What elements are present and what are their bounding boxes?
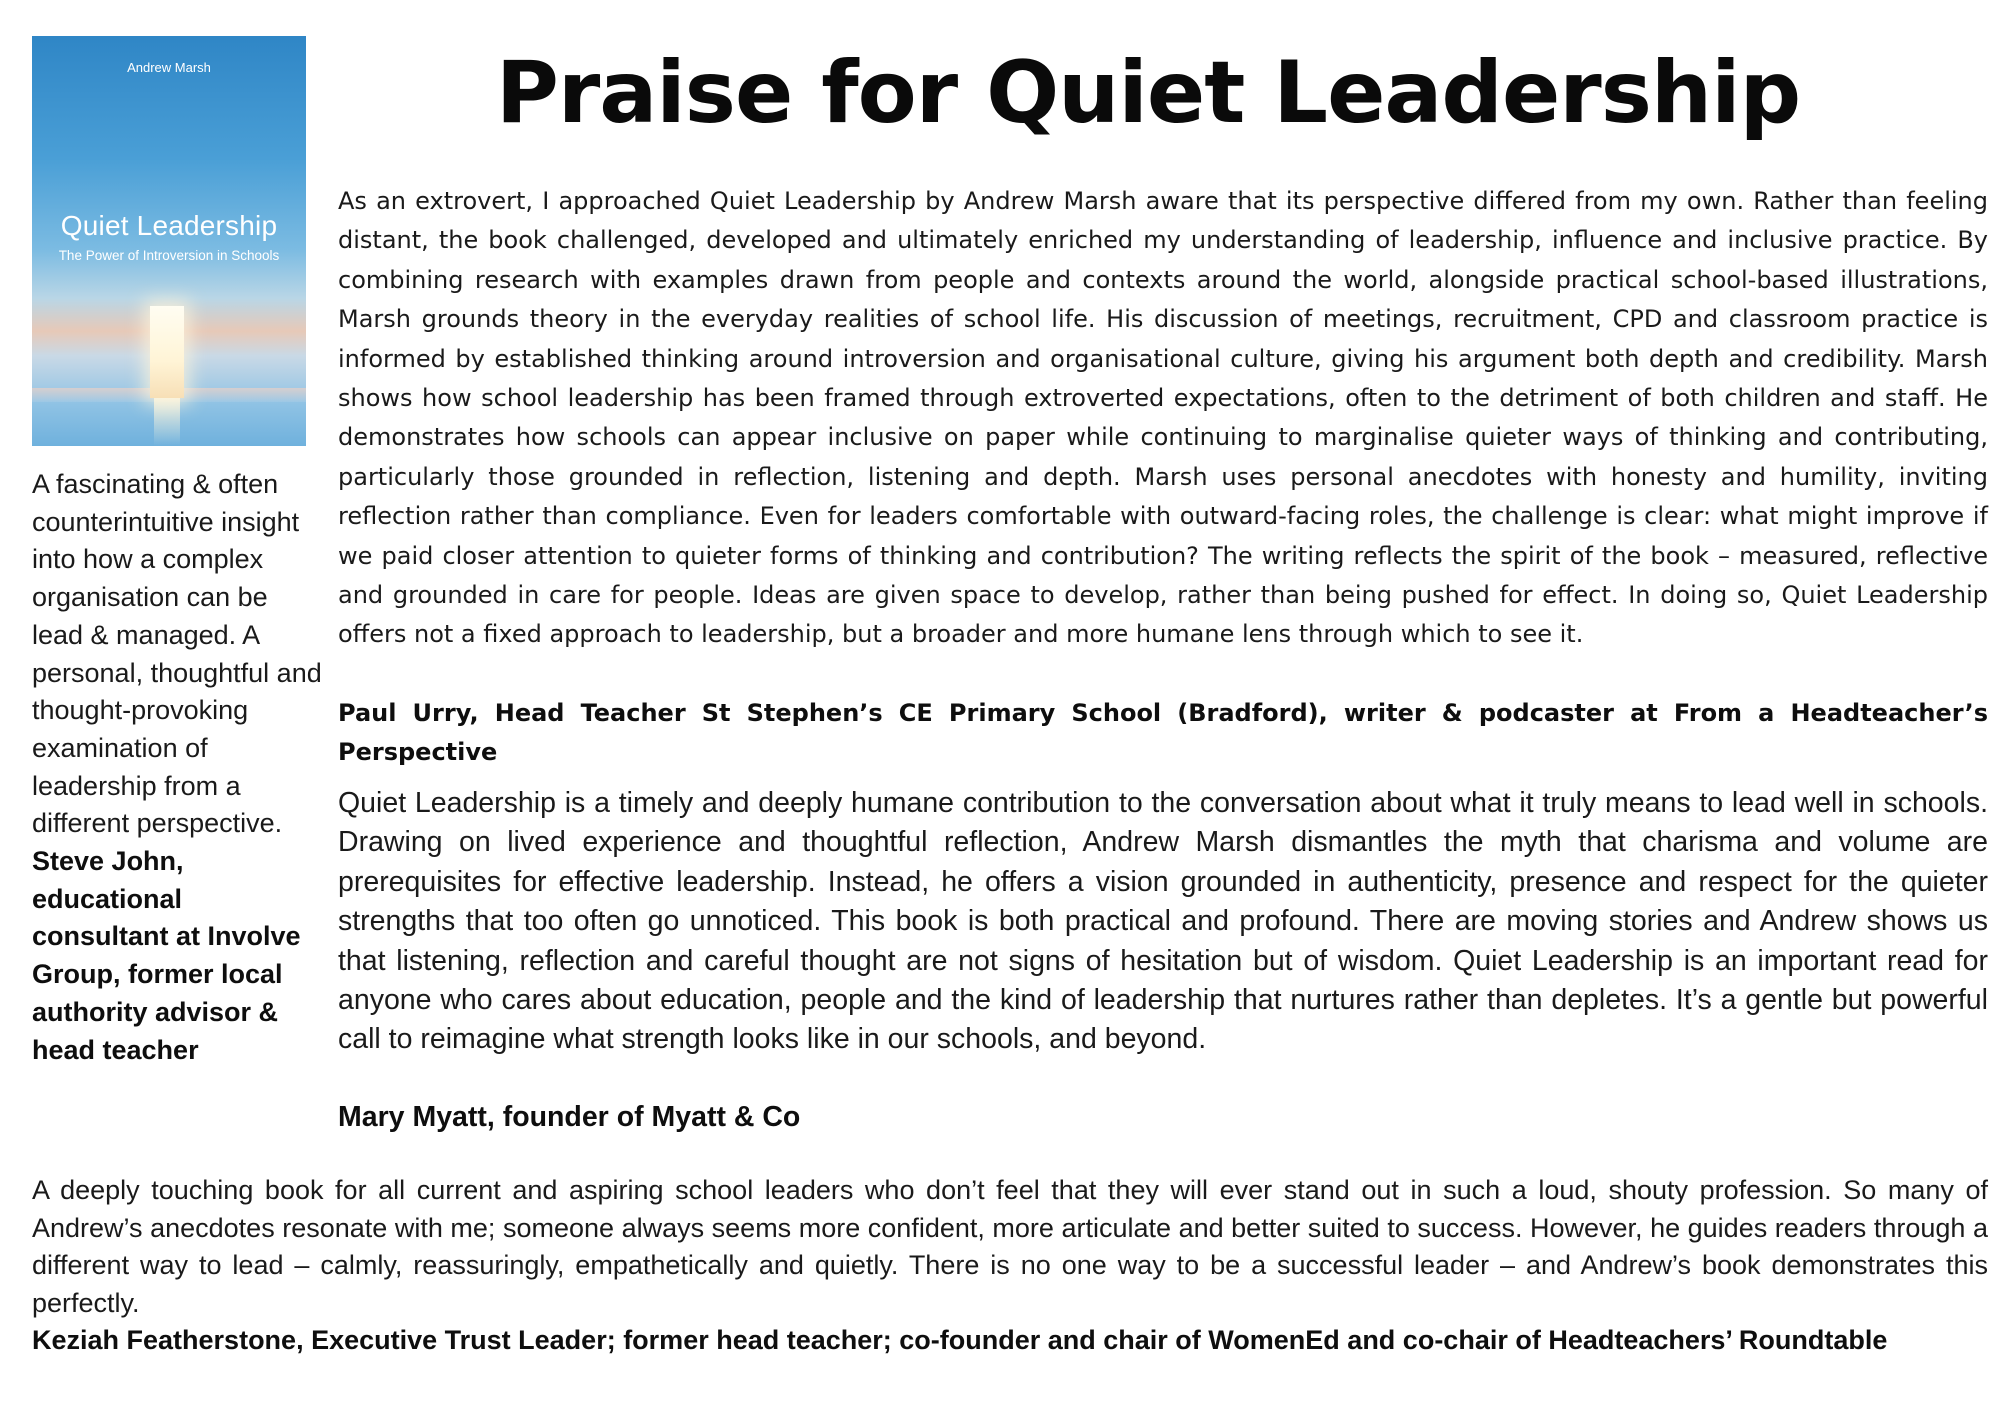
testimonial-keziah-featherstone-attribution: Keziah Featherstone, Executive Trust Leader; former head teacher; co-founder and chair of WomenEd and co-chair of Headteachers’ Roundtable xyxy=(32,1325,1888,1355)
cover-door-illustration xyxy=(150,306,184,398)
testimonial-text: A fascinating & often counterintuitive insight into how a complex organisation can be lead & managed. A personal, thoughtful and thought-provoking examination of leadership from a different perspective. xyxy=(32,469,322,839)
testimonial-attribution: Steve John, educational consultant at Involve Group, former local authority advisor & head teacher xyxy=(32,846,301,1065)
cover-door-reflection xyxy=(154,398,180,446)
cover-author: Andrew Marsh xyxy=(127,60,211,75)
testimonial-paul-urry-attribution: Paul Urry, Head Teacher St Stephen’s CE Primary School (Bradford), writer & podcaster at From a Headteacher’s Perspective xyxy=(338,699,1988,767)
testimonial-paul-urry-text: As an extrovert, I approached Quiet Leadership by Andrew Marsh aware that its perspective differed from my own. Rather than feeling distant, the book challenged, developed and ultimately enriched my understanding of leadership, influence and inclusive practice. By combining research with examples drawn from people and contexts around the world, alongside practical school-based illustrations, Marsh grounds theory in the everyday realities of school life. His discussion of meetings, recruitment, CPD and classroom practice is informed by established thinking around introversion and organisational culture, giving his argument both depth and credibility. Marsh shows how school leadership has been framed through extroverted expectations, often to the detriment of both children and staff. He demonstrates how schools can appear inclusive on paper while continuing to marginalise quieter ways of thinking and contributing, particularly those grounded in reflection, listening and depth. Marsh uses personal anecdotes with honesty and humility, inviting reflection rather than compliance. Even for leaders comfortable with outward-facing roles, the challenge is clear: what might improve if we paid closer attention to quieter forms of thinking and contribution? The writing reflects the spirit of the book – measured, reflective and grounded in care for people. Ideas are given space to develop, rather than being pushed for effect. In doing so, Quiet Leadership offers not a fixed approach to leadership, but a broader and more humane lens through which to see it. xyxy=(338,187,1988,649)
testimonial-keziah-featherstone-text: A deeply touching book for all current and aspiring school leaders who don’t feel that they will ever stand out in such a loud, shouty profession. So many of Andrew’s anecdotes resonate with me; someone always seems more confident, more articulate and better suited to success. However, he guides readers through a different way to lead – calmly, reassuringly, empathetically and quietly. There is no one way to be a successful leader – and Andrew’s book demonstrates this perfectly. xyxy=(32,1175,1988,1318)
testimonial-mary-myatt-attribution: Mary Myatt, founder of Myatt & Co xyxy=(338,1101,801,1133)
cover-subtitle: The Power of Introversion in Schools xyxy=(58,248,280,263)
book-cover xyxy=(32,36,306,446)
cover-title: Quiet Leadership xyxy=(60,210,278,241)
page-title: Praise for Quiet Leadership xyxy=(495,43,1801,143)
testimonial-steve-john xyxy=(32,466,322,1069)
testimonial-mary-myatt-text: Quiet Leadership is a timely and deeply humane contribution to the conversation about what it truly means to lead well in schools. Drawing on lived experience and thoughtful reflection, Andrew Marsh dismantles the myth that charisma and volume are prerequisites for effective leadership. Instead, he offers a vision grounded in authenticity, presence and respect for the quieter strengths that too often go unnoticed. This book is both practical and profound. There are moving stories and Andrew shows us that listening, reflection and careful thought are not signs of hesitation but of wisdom. Quiet Leadership is an important read for anyone who cares about education, people and the kind of leadership that nurtures rather than depletes. It’s a gentle but powerful call to reimagine what strength looks like in our schools, and beyond. xyxy=(338,787,1988,1056)
